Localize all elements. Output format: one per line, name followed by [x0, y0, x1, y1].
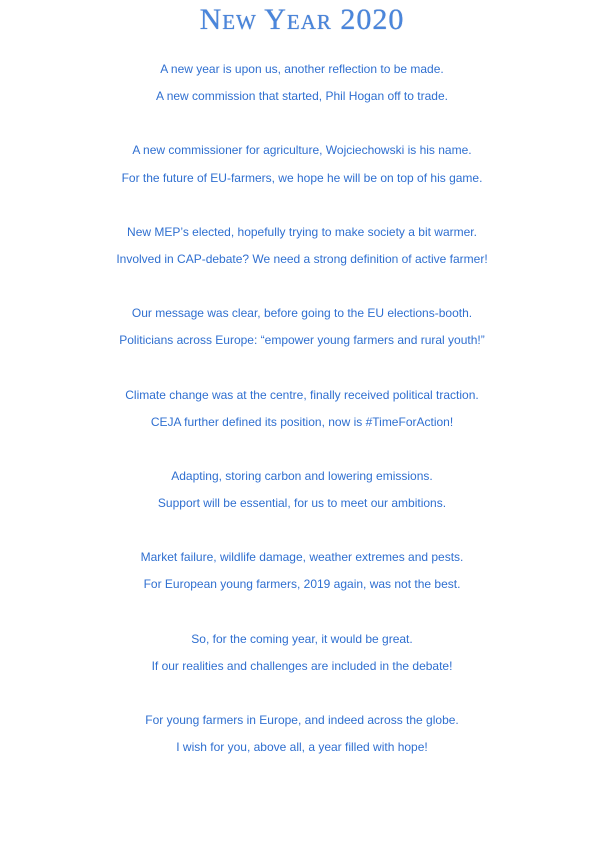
poem-line: A new commission that started, Phil Hogan off to trade.: [156, 89, 448, 104]
poem-line: Our message was clear, before going to the EU elections-booth.: [131, 306, 473, 321]
stanza: [0, 463, 604, 517]
stanza: [0, 626, 604, 680]
poem-line: A new year is upon us, another reflection to be made.: [160, 62, 444, 76]
poem-line: Climate change was at the centre, finally received political traction.: [125, 387, 479, 402]
stanza: [0, 707, 604, 761]
stanza: [0, 544, 604, 598]
poem-line: I wish for you, above all, a year filled with hope!: [176, 740, 428, 755]
poem-line: Market failure, wildlife damage, weather extremes and pests.: [140, 550, 464, 565]
poem-title: New Year 2020: [199, 3, 405, 36]
stanza: [0, 56, 604, 110]
stanza: [0, 219, 604, 273]
poem-line: If our realities and challenges are included in the debate!: [151, 658, 453, 673]
poem-line: Adapting, storing carbon and lowering emissions.: [171, 468, 433, 483]
poem-line: A new commissioner for agriculture, Wojciechowski is his name.: [132, 143, 472, 158]
poem-line: So, for the coming year, it would be great.: [191, 631, 413, 646]
poem-line: For European young farmers, 2019 again, was not the best.: [143, 577, 461, 592]
stanza: [0, 382, 604, 436]
poem-line: For young farmers in Europe, and indeed across the globe.: [145, 713, 459, 727]
poem-body: [0, 56, 604, 761]
poem-line: For the future of EU-farmers, we hope he will be on top of his game.: [121, 170, 483, 185]
poem-line: Support will be essential, for us to meet our ambitions.: [157, 496, 447, 511]
stanza: [0, 137, 604, 191]
poem-line: Politicians across Europe: “empower young farmers and rural youth!”: [119, 333, 485, 348]
poem-line: CEJA further defined its position, now is #TimeForAction!: [150, 414, 454, 429]
poem-line: Involved in CAP-debate? We need a strong definition of active farmer!: [116, 251, 488, 266]
poem-line: New MEP’s elected, hopefully trying to make society a bit warmer.: [127, 224, 477, 239]
stanza: [0, 300, 604, 354]
